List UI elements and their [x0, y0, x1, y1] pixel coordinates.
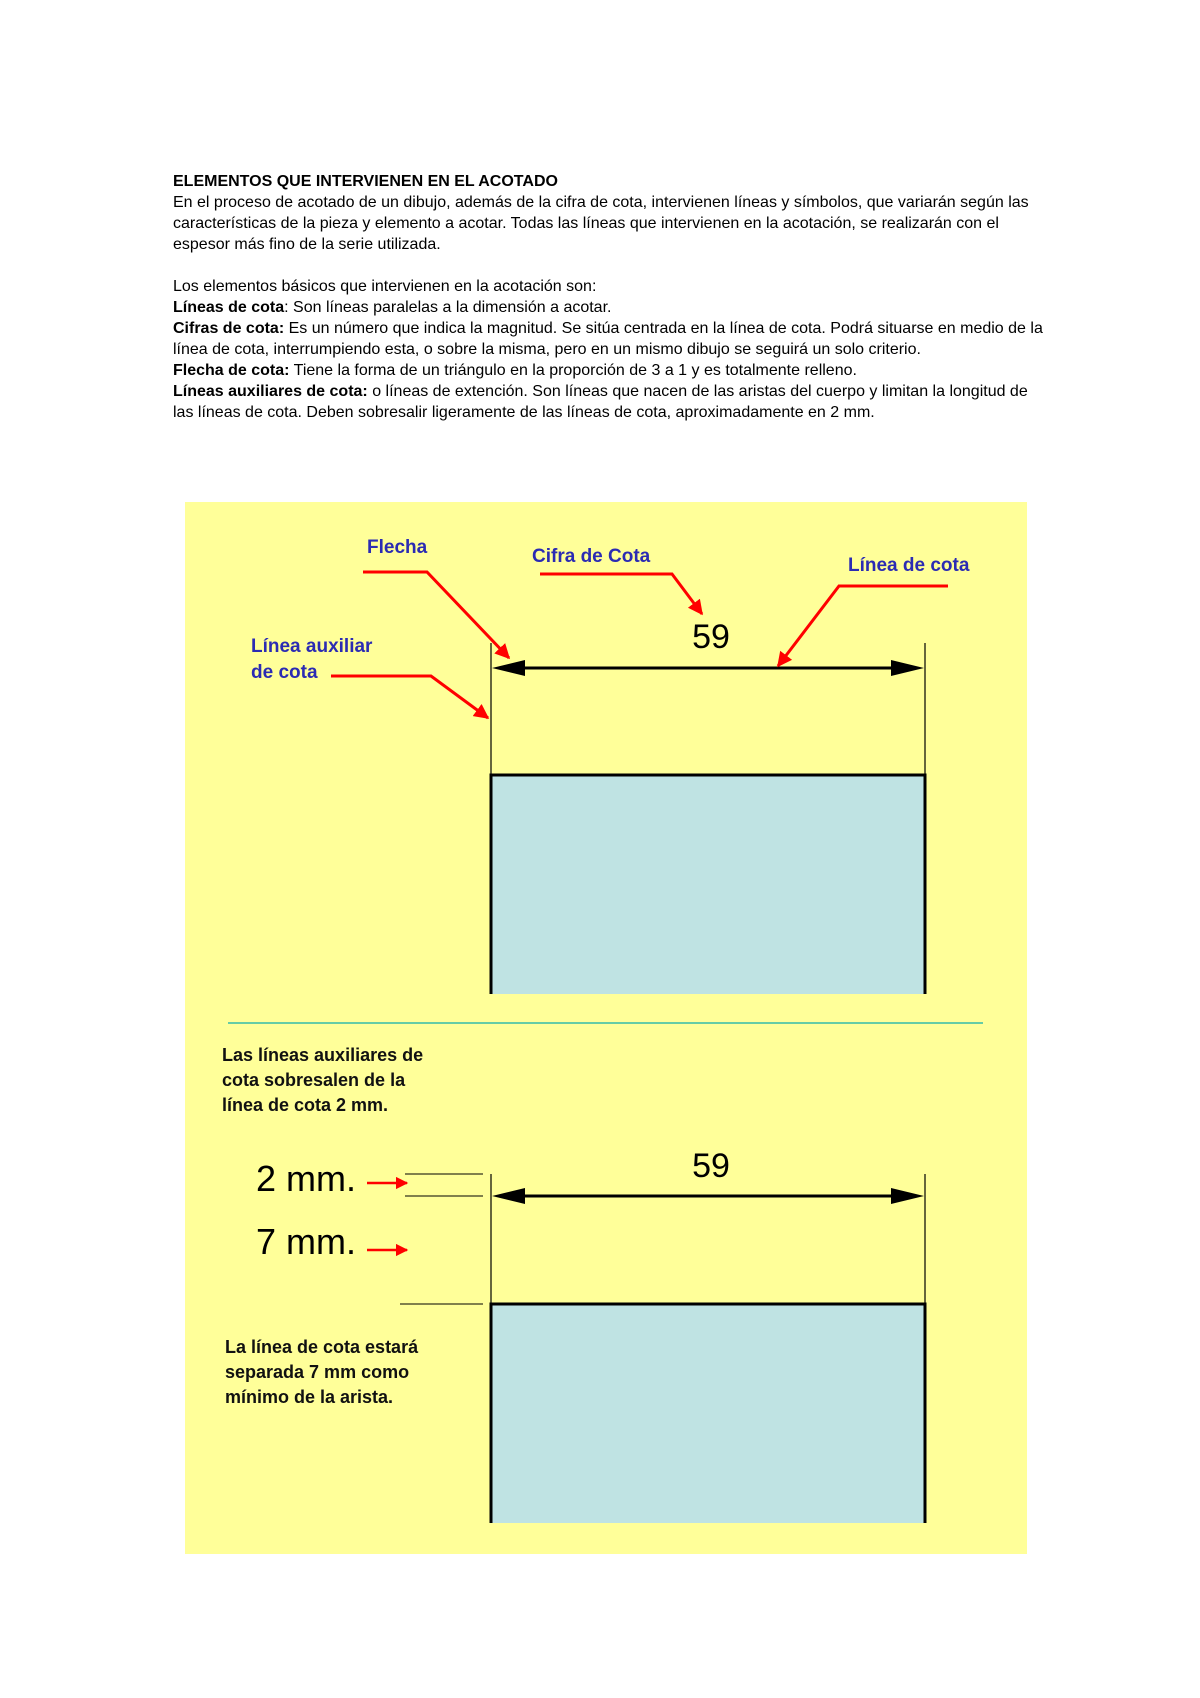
dimension-figure: 59 [692, 618, 730, 656]
label-flecha: Flecha [367, 537, 428, 558]
list-intro: Los elementos básicos que intervienen en la acotación son: [173, 278, 597, 295]
note-top-line-3: línea de cota 2 mm. [222, 1095, 389, 1115]
definition: Tiene la forma de un triángulo en la proporción de 3 a 1 y es totalmente relleno. [289, 362, 857, 379]
list-item-flecha-cota [173, 360, 1043, 381]
document-text [173, 171, 1043, 423]
dimension-figure: 59 [692, 1147, 730, 1185]
note-bottom-line-1: La línea de cota estará [225, 1337, 419, 1357]
list-item-lineas-auxiliares [173, 381, 1043, 423]
piece-rect [491, 775, 925, 994]
definition: : Son líneas paralelas a la dimensión a acotar. [284, 299, 612, 316]
section-heading: ELEMENTOS QUE INTERVIENEN EN EL ACOTADO [173, 173, 558, 190]
definition: o líneas de extención. Son líneas que nacen de las aristas del cuerpo y limitan la longitud de las líneas de cota. Deben sobresalir ligeramente de las líneas de cota, aproximadamente en 2 mm. [173, 383, 1028, 421]
label-auxiliar-2: de cota [251, 662, 318, 683]
label-auxiliar-1: Línea auxiliar [251, 636, 373, 657]
term: Cifras de cota: [173, 320, 285, 337]
term: Flecha de cota: [173, 362, 290, 379]
note-top-line-2: cota sobresalen de la [222, 1070, 406, 1090]
term: Líneas de cota [173, 299, 285, 316]
list-item-cifras-cota [173, 318, 1043, 360]
label-cifra: Cifra de Cota [532, 546, 651, 567]
intro-paragraph: En el proceso de acotado de un dibujo, además de la cifra de cota, intervienen líneas y símbolos, que variarán según las características de la pieza y elemento a acotar. Todas las líneas que intervienen en la acotación, se realizarán con el espesor más fino de la serie utilizada. [173, 194, 1029, 253]
figure-canvas [185, 502, 1027, 1554]
note-bottom-line-2: separada 7 mm como [225, 1362, 410, 1382]
dimensioning-figure [185, 502, 1027, 1554]
label-linea-cota: Línea de cota [848, 555, 970, 576]
definition: Es un número que indica la magnitud. Se sitúa centrada en la línea de cota. Podrá situarse en medio de la línea de cota, interrumpiendo esta, o sobre la misma, pero en un mismo dibujo se seguirá un solo criterio. [173, 320, 1043, 358]
term: Líneas auxiliares de cota: [173, 383, 368, 400]
note-bottom-line-3: mínimo de la arista. [225, 1387, 394, 1407]
piece-rect [491, 1304, 925, 1523]
label-7mm: 7 mm. [256, 1221, 357, 1262]
label-2mm: 2 mm. [256, 1158, 357, 1199]
list-item-lineas-cota [173, 297, 1043, 318]
note-top-line-1: Las líneas auxiliares de [222, 1045, 424, 1065]
